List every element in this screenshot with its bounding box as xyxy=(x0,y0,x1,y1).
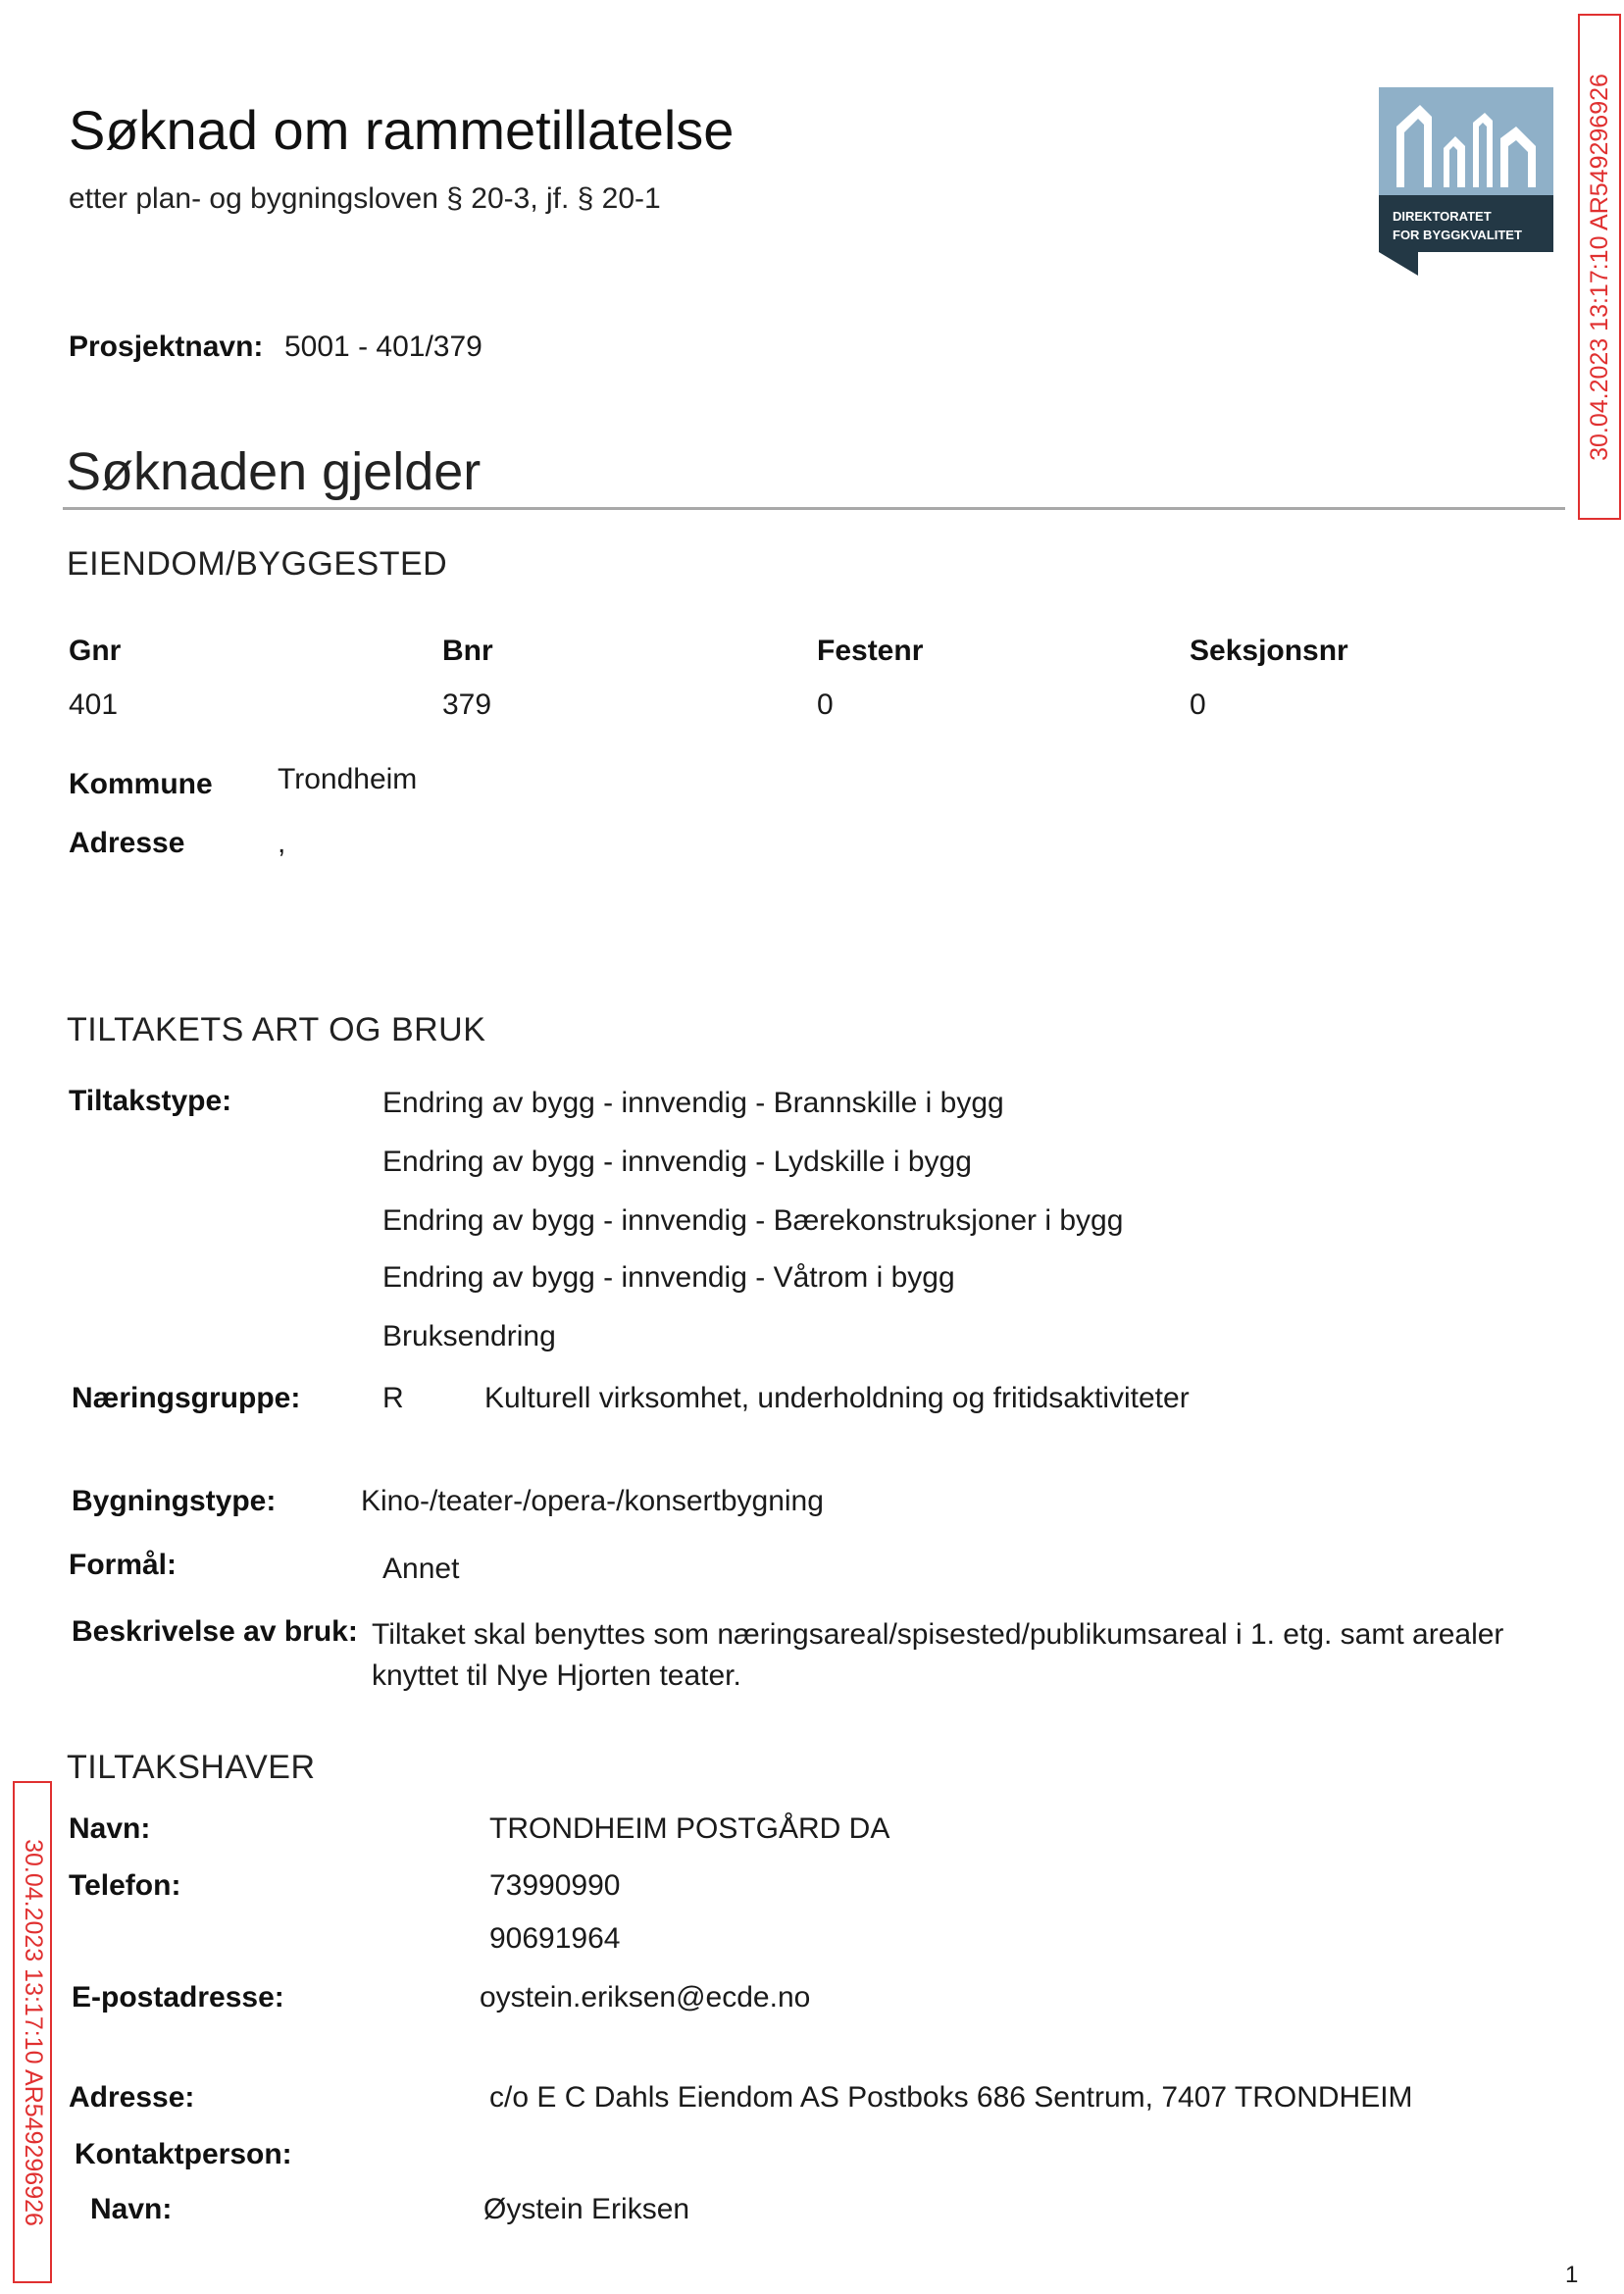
timestamp-stamp-right xyxy=(1578,14,1621,520)
svg-text:DIREKTORATET: DIREKTORATET xyxy=(1393,209,1492,224)
tiltakshaver-navn-value: TRONDHEIM POSTGÅRD DA xyxy=(489,1812,890,1845)
seksjonsnr-value: 0 xyxy=(1190,688,1206,721)
tiltakshaver-heading: TILTAKSHAVER xyxy=(67,1749,316,1786)
page-subtitle: etter plan- og bygningsloven § 20-3, jf. § 20-1 xyxy=(69,182,661,215)
telefon-value: 90691964 xyxy=(489,1922,621,1955)
bygningstype-value: Kino-/teater-/opera-/konsertbygning xyxy=(361,1485,824,1517)
svg-text:FOR BYGGKVALITET: FOR BYGGKVALITET xyxy=(1393,228,1522,242)
kontaktperson-navn-value: Øystein Eriksen xyxy=(483,2193,690,2225)
tiltakstype-item: Endring av bygg - innvendig - Lydskille i bygg xyxy=(382,1146,972,1178)
page-number: 1 xyxy=(1565,2262,1579,2288)
naeringsgruppe-label: Næringsgruppe: xyxy=(72,1382,301,1414)
bygningstype-label: Bygningstype: xyxy=(72,1485,277,1517)
kommune-label: Kommune xyxy=(69,768,213,800)
project-name-label: Prosjektnavn: xyxy=(69,331,264,363)
beskrivelse-value: Tiltaket skal benyttes som næringsareal/spisested/publikumsareal i 1. etg. samt arealer knyttet til Nye Hjorten teater. xyxy=(372,1618,1504,1692)
formal-label: Formål: xyxy=(69,1549,178,1581)
festenr-label: Festenr xyxy=(817,635,924,667)
kontaktperson-navn-label: Navn: xyxy=(90,2193,173,2225)
kontaktperson-label: Kontaktperson: xyxy=(75,2138,292,2170)
bnr-value: 379 xyxy=(442,688,492,721)
stamp-text: 30.04.2023 13:17:10 AR549296926 xyxy=(1585,73,1613,461)
tiltakshaver-adresse-value: c/o E C Dahls Eiendom AS Postboks 686 Sentrum, 7407 TRONDHEIM xyxy=(489,2081,1413,2114)
beskrivelse-label: Beskrivelse av bruk: xyxy=(72,1615,358,1648)
gnr-label: Gnr xyxy=(69,635,122,667)
formal-value: Annet xyxy=(382,1553,460,1585)
page-title: Søknad om rammetillatelse xyxy=(69,99,735,161)
adresse-label: Adresse xyxy=(69,827,185,859)
seksjonsnr-label: Seksjonsnr xyxy=(1190,635,1348,667)
epost-label: E-postadresse: xyxy=(72,1981,284,2014)
epost-value: oystein.eriksen@ecde.no xyxy=(480,1981,811,2014)
eiendom-heading: EIENDOM/BYGGESTED xyxy=(67,545,448,583)
tiltakshaver-navn-label: Navn: xyxy=(69,1812,151,1845)
tiltakstype-item: Bruksendring xyxy=(382,1320,556,1352)
tiltak-heading: TILTAKETS ART OG BRUK xyxy=(67,1011,486,1048)
gnr-value: 401 xyxy=(69,688,119,721)
timestamp-stamp-left xyxy=(13,1781,52,2283)
stamp-text: 30.04.2023 13:17:10 AR549296926 xyxy=(19,1838,47,2226)
tiltakstype-item: Endring av bygg - innvendig - Brannskille i bygg xyxy=(382,1087,1004,1119)
section-heading: Søknaden gjelder xyxy=(66,442,482,501)
naeringsgruppe-code: R xyxy=(382,1382,404,1414)
project-name-value: 5001 - 401/379 xyxy=(284,331,482,363)
adresse-value: , xyxy=(278,827,286,859)
tiltakstype-label: Tiltakstype: xyxy=(69,1085,232,1117)
section-divider xyxy=(63,507,1565,510)
tiltakstype-item: Endring av bygg - innvendig - Våtrom i bygg xyxy=(382,1261,955,1294)
telefon-label: Telefon: xyxy=(69,1869,181,1902)
tiltakstype-item: Endring av bygg - innvendig - Bærekonstruksjoner i bygg xyxy=(382,1204,1124,1237)
naeringsgruppe-value: Kulturell virksomhet, underholdning og fritidsaktiviteter xyxy=(484,1382,1190,1414)
festenr-value: 0 xyxy=(817,688,834,721)
dibk-logo-icon xyxy=(1379,87,1553,276)
kommune-value: Trondheim xyxy=(278,763,418,795)
bnr-label: Bnr xyxy=(442,635,493,667)
telefon-value: 73990990 xyxy=(489,1869,621,1902)
tiltakshaver-adresse-label: Adresse: xyxy=(69,2081,195,2114)
